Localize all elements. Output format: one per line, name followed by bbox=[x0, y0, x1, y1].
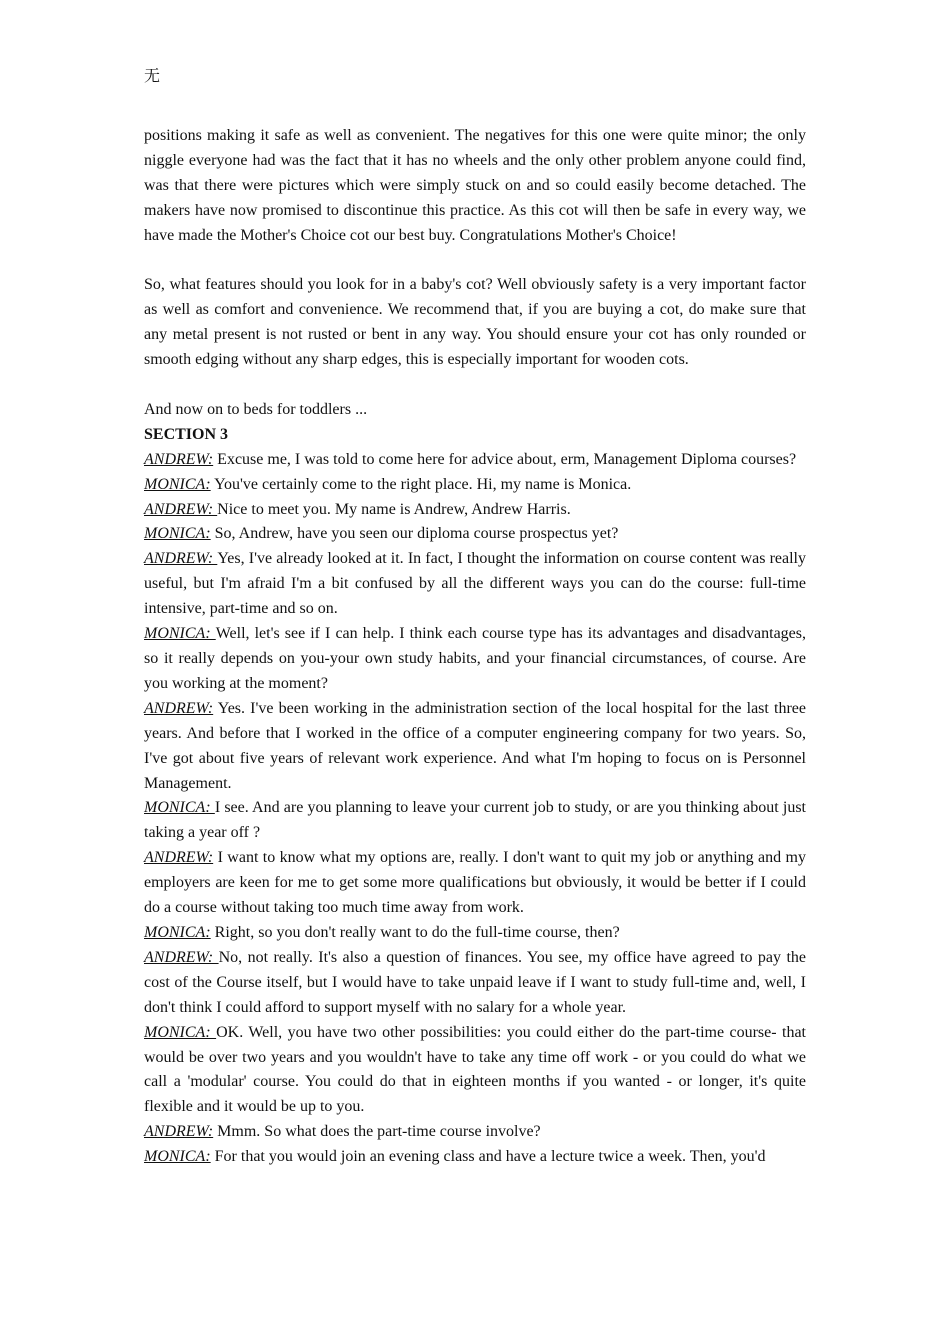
speaker-label: MONICA: bbox=[144, 625, 216, 643]
dialogue-text: No, not really. It's also a question of finances. You see, my office have agreed to pay the cost of the Course itself, but I would have to take unpaid leave if I want to study full-time and, well, I don't think I could afford to support myself with no salary for a whole year. bbox=[144, 948, 806, 1016]
speaker-label: ANDREW: bbox=[144, 699, 214, 717]
dialogue-line bbox=[144, 448, 806, 473]
speaker-label: ANDREW: bbox=[144, 1123, 214, 1141]
dialogue-text: Right, so you don't really want to do the full-time course, then? bbox=[210, 923, 620, 941]
dialogue-text: Mmm. So what does the part-time course involve? bbox=[213, 1123, 541, 1141]
dialogue-text: You've certainly come to the right place. Hi, my name is Monica. bbox=[210, 475, 632, 493]
speaker-label: MONICA: bbox=[144, 525, 211, 543]
dialogue-line bbox=[144, 498, 806, 523]
dialogue-line bbox=[144, 846, 806, 921]
paragraph-cot-review: positions making it safe as well as convenient. The negatives for this one were quite minor; the only niggle everyone had was the fact that it has no wheels and the only other problem anyone could find, was that there were pictures which were simply stuck on and so could easily become detached. The makers have now promised to discontinue this practice. As this cot will then be safe in every way, we have made the Mother's Choice cot our best buy. Congratulations Mother's Choice! bbox=[144, 127, 806, 244]
speaker-label: ANDREW: bbox=[144, 849, 214, 867]
speaker-label: MONICA: bbox=[144, 475, 211, 493]
dialogue-line bbox=[144, 921, 806, 946]
speaker-label: ANDREW: bbox=[144, 450, 214, 468]
dialogue-text: Yes. I've been working in the administration section of the local hospital for the last three years. And before that I worked in the office of a computer engineering company for two years. So, I've got about five years of relevant work experience. And what I'm hoping to focus on is Personnel Management. bbox=[144, 699, 806, 792]
dialogue-text: Well, let's see if I can help. I think each course type has its advantages and disadvantages, so it really depends on you-your own study habits, and your financial circumstances, of course. Are you working at the moment? bbox=[144, 625, 806, 692]
dialogue-line bbox=[144, 473, 806, 498]
dialogue-line bbox=[144, 946, 806, 1021]
dialogue-line bbox=[144, 796, 806, 846]
speaker-label: MONICA: bbox=[144, 1023, 217, 1041]
dialogue-text: OK. Well, you have two other possibilities: you could either do the part-time course- that would be over two years and you wouldn't have to take any time off work - or you could do what we call a 'modular' course. You could do that in eighteen months if you wanted - or longer, it's quite flexible and it would be up to you. bbox=[144, 1023, 807, 1116]
dialogue-line bbox=[144, 522, 806, 547]
dialogue-line bbox=[144, 1145, 806, 1170]
speaker-label: MONICA: bbox=[144, 923, 211, 941]
speaker-label: MONICA: bbox=[144, 799, 215, 817]
dialogue-text: Nice to meet you. My name is Andrew, Andrew Harris. bbox=[217, 500, 571, 518]
dialogue-line bbox=[144, 622, 806, 697]
dialogue-text: I see. And are you planning to leave your current job to study, or are you thinking about just taking a year off ? bbox=[144, 799, 806, 842]
dialogue-text: Yes, I've already looked at it. In fact, I thought the information on course content was really useful, but I'm afraid I'm a bit confused by all the different ways you can do the course: full-time intensive, part-time and so on. bbox=[144, 550, 806, 618]
dialogue-line bbox=[144, 547, 806, 622]
dialogue-line bbox=[144, 697, 806, 797]
dialogue-text: So, Andrew, have you seen our diploma course prospectus yet? bbox=[210, 525, 619, 543]
speaker-label: ANDREW: bbox=[144, 948, 219, 966]
document-body bbox=[144, 124, 806, 1170]
dialogue-text: For that you would join an evening class and have a lecture twice a week. Then, you'd bbox=[210, 1148, 766, 1166]
speaker-label: ANDREW: bbox=[144, 550, 218, 568]
dialogue-line bbox=[144, 1120, 806, 1145]
speaker-label: MONICA: bbox=[144, 1148, 211, 1166]
dialogue-line bbox=[144, 1021, 806, 1121]
paragraph-toddler-beds: And now on to beds for toddlers ... bbox=[144, 400, 368, 418]
dialogue-text: I want to know what my options are, really. I don't want to quit my job or anything and my employers are keen for me to get some more qualifications but obviously, it would be better if I could do a course without taking too much time away from work. bbox=[144, 849, 806, 917]
speaker-label: ANDREW: bbox=[144, 500, 218, 518]
section-title: SECTION 3 bbox=[144, 425, 229, 443]
page-header-mark: 无 bbox=[144, 66, 161, 85]
dialogue-text: Excuse me, I was told to come here for advice about, erm, Management Diploma courses? bbox=[213, 450, 797, 468]
paragraph-cot-features: So, what features should you look for in a baby's cot? Well obviously safety is a very important factor as well as comfort and convenience. We recommend that, if you are buying a cot, do make sure that any metal present is not rusted or bent in any way. You should ensure your cot has only rounded or smooth edging without any sharp edges, this is especially important for wooden cots. bbox=[144, 276, 806, 369]
